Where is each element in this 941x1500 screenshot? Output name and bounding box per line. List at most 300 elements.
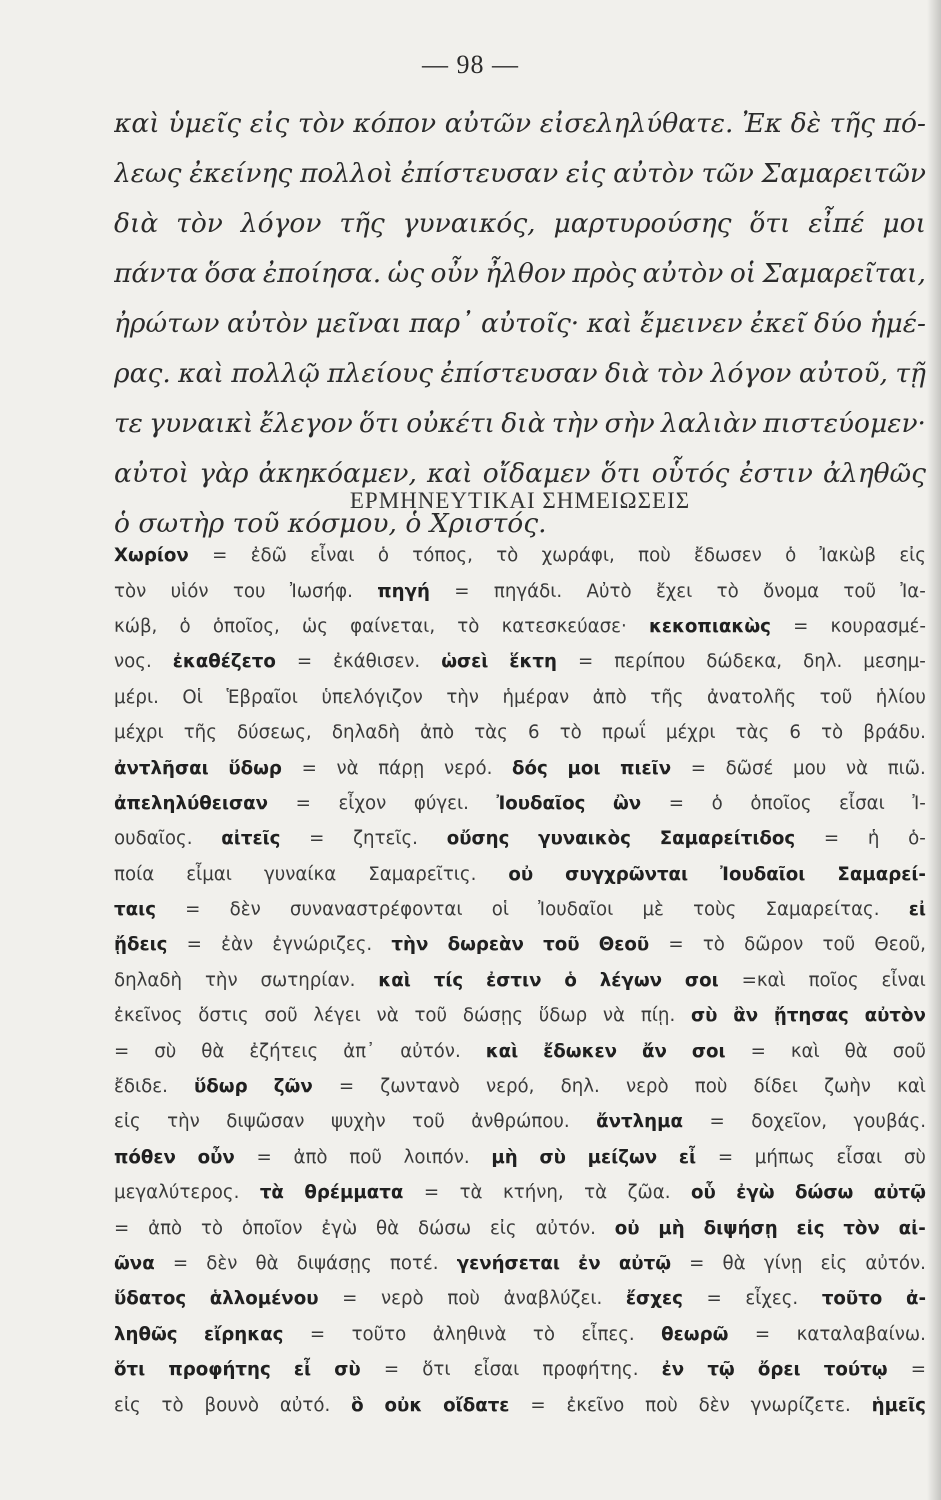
note-word: αὐτό. — [279, 1394, 331, 1416]
note-term-word: Χωρίον — [114, 545, 189, 567]
note-word: εἶσαι — [836, 1146, 883, 1168]
gospel-word: ἐπίστευσαν — [400, 157, 559, 189]
note-word: δοχεῖον, — [751, 1111, 828, 1133]
note-word: ἔδωσεν — [694, 545, 762, 567]
note-word: ζωὴν — [824, 1076, 871, 1098]
note-word: μέχρι — [665, 722, 716, 744]
note-word: ὁποῖον — [241, 1217, 303, 1239]
note-word: δηλ. — [560, 1076, 600, 1098]
note-word: δώσῃς — [462, 1005, 523, 1027]
note-word: ὅστις — [198, 1005, 249, 1027]
note-word: μου — [793, 757, 827, 779]
note-term-word: ἀ- — [905, 1288, 926, 1310]
note-word: δὲν — [698, 1394, 730, 1416]
note-word: ἀληθινὰ — [432, 1323, 507, 1345]
note-word: δύσεως, — [237, 722, 312, 744]
gospel-word: πάντα — [114, 257, 198, 289]
gospel-word: καὶ — [178, 357, 224, 389]
note-word: ἐδῶ — [250, 545, 287, 567]
note-word: πάρῃ — [378, 757, 425, 779]
gospel-word: ὑμεῖς — [168, 107, 242, 139]
note-word: οἱ — [491, 899, 509, 921]
note-term-word: αἰτεῖς — [221, 828, 281, 850]
note-term-word: εἶ — [678, 1146, 697, 1168]
note-line — [114, 680, 926, 715]
note-word: Ἰ- — [912, 792, 926, 814]
note-term-word: ἕκτη — [509, 651, 557, 673]
note-word: δηλαδὴ — [114, 969, 183, 991]
note-word: Οἱ — [182, 686, 203, 708]
gospel-word: διὰ — [604, 357, 650, 389]
note-word: ποτέ. — [389, 1253, 439, 1274]
note-term-word: συγχρῶνται — [565, 863, 689, 885]
note-term-word: ἁλλομένου — [209, 1288, 319, 1310]
note-line — [114, 1387, 926, 1422]
note-word: τὸ — [161, 1394, 184, 1416]
note-word: εἰς — [820, 1253, 848, 1274]
gospel-word: δὲ — [790, 107, 821, 139]
note-word: = — [114, 1040, 130, 1062]
note-word: τὸ — [496, 545, 519, 567]
note-term-word: οὐκ — [384, 1394, 423, 1416]
note-term-word: καὶ — [378, 969, 411, 991]
note-word: τὸ — [821, 722, 844, 744]
note-term-word: ταις — [114, 899, 156, 921]
note-word: = — [309, 828, 325, 850]
note-word: εἰς — [489, 1217, 517, 1239]
gospel-word: παρ᾽ — [409, 307, 474, 339]
note-word: τὴν — [446, 686, 479, 708]
note-word: κουρασμέ- — [830, 615, 926, 637]
note-word: τὸ — [532, 1323, 555, 1345]
gospel-word: τῆς — [829, 107, 875, 139]
note-term-word: ἐστιν — [486, 969, 542, 991]
note-word: ὁ — [785, 545, 797, 567]
note-word: ἐὰν — [221, 934, 254, 956]
gospel-line — [114, 148, 926, 198]
note-word: ἔχει — [655, 580, 693, 602]
note-term-word: Ἰουδαῖος — [496, 792, 586, 814]
note-term-word: ὕδωρ — [228, 757, 282, 779]
note-word: ὁ — [377, 545, 389, 567]
note-word: δῶρον — [744, 934, 804, 956]
note-word: ποὺ — [447, 1288, 480, 1310]
note-word: Ἰακὼβ — [819, 545, 876, 567]
note-word: χωράφι, — [541, 545, 615, 567]
note-word: εἶσαι — [839, 792, 885, 814]
note-word: καὶ — [897, 1076, 926, 1098]
note-word: θὰ — [201, 1040, 225, 1062]
gospel-word: τῆς — [339, 207, 385, 239]
note-word: δὲν — [206, 1253, 238, 1274]
note-word: = — [754, 1323, 771, 1345]
note-word: δῶσέ — [725, 757, 774, 779]
note-line — [114, 963, 926, 998]
note-word: ποῖος — [808, 969, 859, 991]
note-word: τόπος, — [412, 545, 473, 567]
note-term-word: οἴδατε — [443, 1394, 510, 1416]
note-word: ἀπὸ — [592, 686, 627, 708]
note-line — [114, 1069, 926, 1104]
note-word: θὰ — [376, 1217, 400, 1239]
note-word: ἐκάθισεν. — [333, 651, 421, 673]
gospel-word: ἠρώτων — [114, 307, 220, 339]
note-term-word: μείζων — [587, 1146, 658, 1168]
note-word: = — [530, 1394, 546, 1416]
note-term-word: τῷ — [707, 1359, 735, 1381]
gospel-word: αὐτὸν — [227, 307, 308, 339]
note-word: σοῦ — [892, 1040, 926, 1062]
note-word: = — [793, 615, 809, 637]
gospel-word: μαρτυρούσης — [553, 207, 732, 239]
note-term-word: σὺ — [539, 1146, 566, 1168]
note-word: φαίνεται, — [350, 615, 436, 637]
note-line — [114, 1210, 926, 1245]
gospel-word: αὐτοῦ, — [798, 357, 888, 389]
gospel-word: πό- — [883, 107, 926, 139]
note-term-word: τὴν — [391, 934, 429, 956]
note-term-word: τίς — [433, 969, 464, 991]
note-word: ἀνατολῆς — [706, 686, 797, 708]
note-term-word: ἐν — [578, 1253, 601, 1274]
note-word: Ἑβραῖοι — [226, 686, 298, 708]
note-word: ὁποῖος — [750, 792, 812, 814]
gospel-word: Ἐκ — [742, 107, 783, 139]
note-word: τὰ — [459, 1182, 483, 1204]
note-word: τὸ — [716, 580, 739, 602]
note-term-word: ἄντλημα — [596, 1111, 683, 1133]
note-term-word: Θεοῦ — [598, 934, 650, 956]
note-word: φύγει. — [413, 792, 469, 814]
note-word: = — [338, 1076, 355, 1098]
note-word: τῆς — [650, 686, 684, 708]
note-word: ἐκεῖνο — [566, 1394, 625, 1416]
note-word: τὸ — [702, 934, 725, 956]
note-word: τὰ — [584, 1182, 608, 1204]
note-word: εἶσαι — [473, 1359, 520, 1381]
note-word: προφήτης. — [542, 1359, 639, 1381]
gospel-word: μεῖναι — [315, 307, 402, 339]
section-heading: ΕΡΜΗΝΕΥΤΙΚΑΙ ΣΗΜΕΙΩΣΕΙΣ — [349, 488, 691, 513]
note-word: νὰ — [845, 757, 869, 779]
note-word: τοῦ — [822, 934, 856, 956]
note-word: σοῦ — [264, 1005, 298, 1027]
gospel-word: ὅτι — [600, 457, 642, 489]
note-word: εἶχον — [338, 792, 387, 814]
note-word: δώδεκα, — [706, 651, 783, 673]
note-word: κώβ, — [114, 615, 158, 637]
note-term-word: μὴ — [658, 1217, 685, 1239]
note-word: θὰ — [844, 1040, 868, 1062]
note-term-word: τούτῳ — [823, 1359, 888, 1381]
note-word: = — [910, 1359, 926, 1381]
note-line — [114, 573, 926, 608]
gospel-word: ὡς — [387, 257, 425, 289]
note-word: ἐκεῖνος — [114, 1005, 183, 1027]
note-term-word: Σαμαρείτιδος — [659, 828, 796, 850]
note-term-word: δός — [512, 757, 548, 779]
note-word: πίῃ. — [640, 1005, 676, 1027]
note-word: = — [454, 580, 470, 602]
note-term-word: ᾔτησας — [773, 1005, 849, 1027]
note-line — [114, 1281, 926, 1316]
note-word: ὄνομα — [763, 580, 820, 602]
note-line — [114, 892, 926, 927]
note-word: = — [690, 757, 707, 779]
gospel-word: κόπον — [353, 107, 437, 139]
note-term-word: θρέμματα — [304, 1182, 404, 1204]
note-word: κατεσκεύασε· — [501, 615, 627, 637]
note-word: τοῦ — [412, 1111, 445, 1133]
note-word: ζωντανὸ — [380, 1076, 460, 1098]
gospel-word: τὸν — [656, 357, 704, 389]
note-word: = — [750, 1040, 766, 1062]
note-word: νερὸ — [625, 1076, 669, 1098]
note-term-word: δώσω — [795, 1182, 854, 1204]
note-word: λέγει — [313, 1005, 361, 1027]
gospel-word: διὰ — [501, 407, 546, 439]
gospel-word: μοι — [882, 207, 926, 239]
gospel-word: τὸν — [176, 207, 223, 239]
gospel-word: Σαμαρεῖται, — [762, 257, 926, 289]
note-line — [114, 1140, 926, 1175]
note-word: πρωΐ — [601, 722, 646, 744]
note-term-word: εἶ — [293, 1359, 312, 1381]
note-word: ἀπὸ — [293, 1146, 328, 1168]
gospel-word: εἶπέ — [808, 207, 865, 239]
page-number: — 98 — — [422, 50, 519, 79]
note-word: αὐτόν. — [865, 1253, 926, 1274]
note-word: λοιπόν. — [403, 1146, 470, 1168]
note-line — [114, 750, 926, 785]
note-term-word: ὃ — [351, 1394, 364, 1416]
gospel-line — [114, 398, 926, 448]
note-word: Ἰουδαῖοι — [538, 899, 614, 921]
note-term-word: ἐν — [661, 1359, 685, 1381]
note-word: του — [232, 580, 266, 602]
gospel-passage — [114, 98, 926, 548]
note-line — [114, 609, 926, 644]
gospel-word: ἐπίστευσαν — [440, 357, 598, 389]
note-term-word: ῶνα — [114, 1253, 155, 1274]
note-word: πιῶ. — [887, 757, 926, 779]
note-line — [114, 927, 926, 962]
note-term-word: οὔσης — [446, 828, 510, 850]
note-word: εἶμαι — [186, 863, 232, 885]
note-term-word: ἔδωκεν — [543, 1040, 618, 1062]
note-word: σὺ — [154, 1040, 177, 1062]
note-word: τὸ — [457, 615, 480, 637]
note-word: τὴν — [167, 1111, 200, 1133]
note-word: νὰ — [376, 1005, 399, 1027]
note-line — [114, 644, 926, 679]
note-word: τὰς — [474, 722, 508, 744]
note-term-word: δωρεὰν — [447, 934, 524, 956]
note-word: = — [186, 934, 202, 956]
note-word: γίνῃ — [763, 1253, 803, 1274]
note-word: θὰ — [255, 1253, 279, 1274]
note-word: ἔδιδε. — [114, 1076, 168, 1098]
gospel-word: αὐτὸν — [642, 257, 724, 289]
note-word: = — [114, 1217, 130, 1239]
note-word: νερό, — [485, 1076, 535, 1098]
note-word: γνωρίζετε. — [750, 1394, 851, 1416]
note-word: Θεοῦ, — [874, 934, 926, 956]
gospel-word: οὗτός — [651, 457, 730, 489]
note-word: = — [301, 757, 317, 779]
gospel-word: αὐτοὶ — [114, 457, 190, 489]
note-term-word: πόθεν — [114, 1146, 176, 1168]
note-term-word: ὢν — [613, 792, 642, 814]
note-word: ἀπὸ — [420, 722, 455, 744]
note-word: κτήνη, — [503, 1182, 564, 1204]
note-word: εἶχες. — [745, 1288, 799, 1310]
note-term-word: τοῦτο — [821, 1288, 883, 1310]
note-term-word: καὶ — [485, 1040, 519, 1062]
note-line — [114, 857, 926, 892]
gospel-word: πλείους — [327, 357, 433, 389]
gospel-word: ἐστιν — [739, 457, 813, 489]
note-word: ψυχὴν — [330, 1111, 386, 1133]
gospel-word: δύο — [814, 307, 863, 339]
gospel-line — [114, 98, 926, 148]
note-word: ὑπελόγιζον — [321, 686, 423, 708]
note-term-word: τοῦ — [543, 934, 580, 956]
note-word: τοῦτο — [351, 1323, 407, 1345]
gospel-word: διὰ — [114, 207, 159, 239]
note-word: = — [185, 899, 201, 921]
gospel-word: Σαμαρειτῶν — [761, 157, 926, 189]
gospel-word: πολλῷ — [231, 357, 320, 389]
gospel-word: οὐκέτι — [406, 407, 495, 439]
note-word: ἐγὼ — [321, 1217, 358, 1239]
note-word: 6 — [789, 722, 801, 744]
note-word: εἰς — [114, 1111, 141, 1133]
note-word: = — [668, 792, 685, 814]
note-word: δὲν — [229, 899, 261, 921]
note-term-word: αἰ- — [898, 1217, 926, 1239]
gospel-word: ἦλθον — [485, 257, 566, 289]
note-word: ἡλίου — [875, 686, 926, 708]
note-word: μέχρι — [114, 722, 164, 744]
note-word: ὅτι — [422, 1359, 451, 1381]
gospel-word: καὶ — [114, 107, 160, 139]
note-word: ποὺ — [645, 1394, 678, 1416]
note-word: σὺ — [903, 1146, 926, 1168]
gospel-word: αὐτῶν — [444, 107, 532, 139]
note-word: = — [577, 651, 594, 673]
note-term-word: ἐγὼ — [736, 1182, 775, 1204]
gospel-word: ἐκεῖ — [750, 307, 807, 339]
note-word: 6 — [527, 722, 540, 744]
gospel-word: γὰρ — [199, 457, 249, 489]
note-term-word: ὁ — [564, 969, 577, 991]
note-word: = — [172, 1253, 189, 1274]
note-term-word: εἰς — [796, 1217, 825, 1239]
note-word: τὴν — [204, 969, 238, 991]
note-term-word: σοι — [684, 969, 719, 991]
note-word: διψάσῃς — [296, 1253, 372, 1274]
note-word: δηλ. — [803, 651, 843, 673]
note-term-word: ἐκαθέζετο — [172, 651, 276, 673]
note-line — [114, 821, 926, 856]
note-line — [114, 1033, 926, 1068]
gospel-word: πολλοὶ — [299, 157, 394, 189]
note-word: νερὸ — [381, 1288, 424, 1310]
note-term-word: κεκοπιακὼς — [648, 615, 771, 637]
note-word: νὰ — [336, 757, 359, 779]
note-term-word: τὸν — [843, 1217, 880, 1239]
note-word: ποία — [114, 863, 155, 885]
note-word: βράδυ. — [863, 722, 926, 744]
note-term-word: εἴρηκας — [204, 1323, 284, 1345]
note-word: Ἰωσήφ. — [289, 580, 353, 602]
gospel-word: ὅτι — [358, 407, 400, 439]
note-word: τοῦ — [843, 580, 877, 602]
note-word: = — [256, 1146, 272, 1168]
note-word: εἰς — [114, 1394, 141, 1416]
note-term-word: σὺ — [691, 1005, 718, 1027]
note-word: διψῶσαν — [226, 1111, 305, 1133]
note-term-word: προφήτης — [168, 1359, 271, 1381]
gospel-word: σὴν — [604, 407, 655, 439]
gospel-word: γυναικὶ — [149, 407, 254, 439]
note-term-word: σὺ — [334, 1359, 361, 1381]
note-term-word: αὐτῷ — [873, 1182, 926, 1204]
note-line — [114, 998, 926, 1033]
gospel-word: οἱ — [729, 257, 757, 289]
note-term-word: μοι — [567, 757, 601, 779]
note-word: γυναίκα — [263, 863, 337, 885]
note-word: δηλαδὴ — [331, 722, 400, 744]
note-word: ἀνθρώπου. — [471, 1111, 570, 1133]
note-word: δώσω — [417, 1217, 472, 1239]
note-term-word: Σαμαρεί- — [837, 863, 926, 885]
note-term-word: ἔσχες — [625, 1288, 683, 1310]
note-word: καταλαβαίνω. — [796, 1323, 926, 1345]
gospel-word: εἰς — [249, 107, 290, 139]
note-word: ποὺ — [694, 1076, 728, 1098]
gospel-word: αὐτὸν — [613, 157, 694, 189]
note-term-word: σοι — [691, 1040, 726, 1062]
note-word: = — [689, 1253, 705, 1274]
note-term-word: εἰ — [908, 899, 926, 921]
note-word: τῆς — [183, 722, 217, 744]
note-term-word: οὐ — [508, 863, 534, 885]
note-term-word: ἂν — [733, 1005, 759, 1027]
note-term-word: ὡσεὶ — [441, 651, 489, 673]
note-term-word: ὕδωρ — [194, 1076, 248, 1098]
note-term-word: ἡμεῖς — [871, 1394, 926, 1416]
note-word: αὐτόν. — [400, 1040, 461, 1062]
note-word: νος. — [114, 651, 152, 673]
note-word: μεγαλύτερος. — [114, 1182, 240, 1204]
gospel-word: ἔμεινεν — [640, 307, 743, 339]
note-word: εἶναι — [881, 969, 926, 991]
note-word: ζητεῖς. — [353, 828, 418, 850]
note-word: περίπου — [614, 651, 686, 673]
note-term-word: τὰ — [259, 1182, 284, 1204]
note-term-word: ᾔδεις — [114, 934, 168, 956]
gospel-word: οὖν — [430, 257, 479, 289]
gospel-word: ὅσα — [204, 257, 257, 289]
note-term-word: ὅτι — [114, 1359, 146, 1381]
note-word: ποὺ — [638, 545, 671, 567]
note-word: ἐζήτεις — [249, 1040, 319, 1062]
note-word: δίδει — [753, 1076, 798, 1098]
gospel-word: τῶν — [701, 157, 754, 189]
gospel-line — [114, 248, 926, 298]
